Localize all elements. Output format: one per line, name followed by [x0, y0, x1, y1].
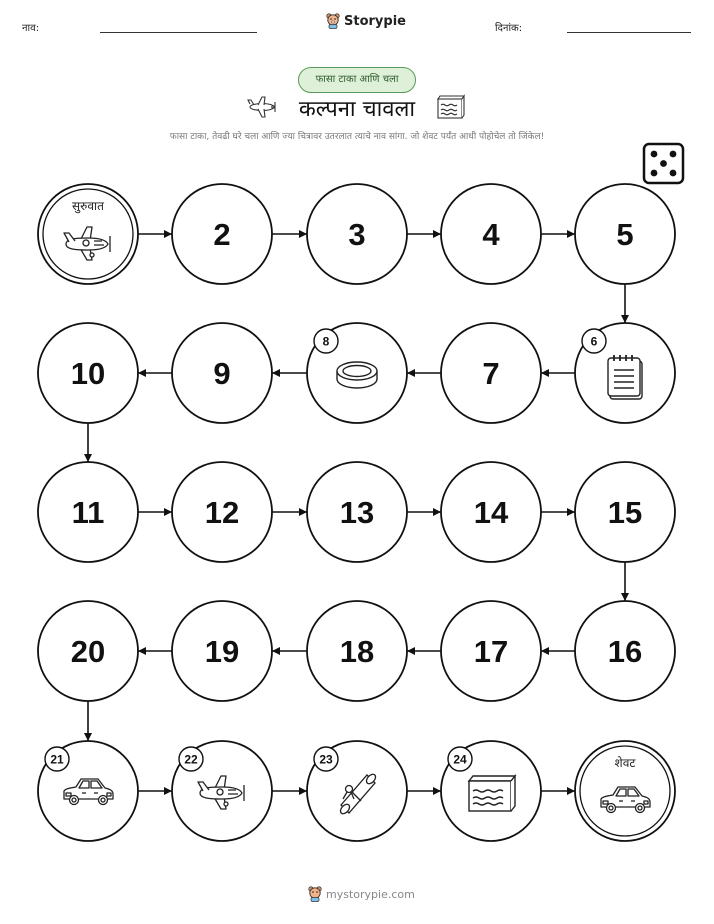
notepad-icon — [608, 355, 642, 399]
space-number: 20 — [70, 634, 106, 669]
path-arrow — [138, 369, 172, 377]
path-arrow — [138, 647, 172, 655]
path-arrow — [407, 508, 441, 516]
space-number: 14 — [473, 495, 509, 530]
space-number: 2 — [213, 217, 231, 252]
board-space-2 — [172, 184, 272, 284]
path-arrow — [541, 508, 575, 516]
space-number: 7 — [482, 356, 500, 391]
space-number-badge — [45, 747, 69, 771]
board-space-12 — [172, 462, 272, 562]
game-instructions: फासा टाका, तेवढी घरे चला आणि ज्या चित्रावर उतरलात त्याचे नाव सांगा. जो शेवट पर्यंत आधी पोहोचेल तो जिंकेल! — [169, 132, 545, 142]
path-arrow — [541, 647, 575, 655]
path-arrow — [407, 369, 441, 377]
path-arrow — [621, 562, 629, 601]
space-number: 3 — [348, 217, 366, 252]
space-number-badge — [448, 747, 472, 771]
svg-text:23: 23 — [319, 752, 333, 767]
space-number-badge — [314, 329, 338, 353]
path-arrow — [138, 508, 172, 516]
space-number-badge — [314, 747, 338, 771]
path-arrow — [84, 701, 92, 741]
path-arrow — [407, 787, 441, 795]
name-label: नाव: — [22, 23, 40, 34]
ring-icon — [337, 362, 377, 388]
board-space-22 — [172, 741, 272, 841]
path-arrow — [272, 787, 307, 795]
path-arrow — [407, 230, 441, 238]
board-space-21 — [38, 741, 138, 841]
board-space-3 — [307, 184, 407, 284]
path-arrow — [138, 230, 172, 238]
space-number: 17 — [473, 634, 509, 669]
brand-name: Storypie — [344, 13, 406, 29]
svg-text:21: 21 — [50, 752, 64, 767]
board-space-6 — [575, 323, 675, 423]
svg-text:22: 22 — [184, 752, 198, 767]
board-space-9 — [172, 323, 272, 423]
svg-text:8: 8 — [322, 334, 330, 349]
path-arrow — [272, 508, 307, 516]
board-space-4 — [441, 184, 541, 284]
end-label: शेवट — [614, 756, 636, 770]
path-arrow — [541, 230, 575, 238]
game-title: कल्पना चावला — [298, 97, 416, 122]
space-number: 5 — [616, 217, 634, 252]
path-arrow — [621, 284, 629, 323]
space-number: 4 — [482, 217, 500, 252]
path-arrow — [84, 423, 92, 462]
footer — [308, 886, 415, 902]
path-arrow — [272, 230, 307, 238]
space-number-badge — [582, 329, 606, 353]
space-number: 16 — [607, 634, 643, 669]
space-number: 15 — [607, 495, 643, 530]
board-space-11 — [38, 462, 138, 562]
water-tank-icon — [469, 776, 515, 811]
board-space-23 — [307, 741, 407, 841]
board-space-17 — [441, 601, 541, 701]
path-arrow — [541, 369, 575, 377]
board-space-18 — [307, 601, 407, 701]
space-number-badge — [179, 747, 203, 771]
path-arrow — [407, 647, 441, 655]
space-number: 13 — [339, 495, 375, 530]
space-number: 10 — [70, 356, 106, 391]
board-space-20 — [38, 601, 138, 701]
board-space-7 — [441, 323, 541, 423]
board-space-25 — [575, 741, 675, 841]
path-arrow — [272, 369, 307, 377]
path-arrow — [138, 787, 172, 795]
space-number: 19 — [204, 634, 240, 669]
board-space-24 — [441, 741, 541, 841]
svg-text:24: 24 — [453, 752, 467, 767]
svg-text:6: 6 — [590, 334, 598, 349]
board-space-14 — [441, 462, 541, 562]
board-space-8 — [307, 323, 407, 423]
board-space-15 — [575, 462, 675, 562]
board-space-19 — [172, 601, 272, 701]
date-label: दिनांक: — [495, 23, 523, 34]
path-arrow — [272, 647, 307, 655]
footer-site: mystorypie.com — [326, 887, 415, 901]
space-number: 11 — [71, 495, 105, 530]
board-space-10 — [38, 323, 138, 423]
board-space-1 — [38, 184, 138, 284]
footer-bear-icon — [308, 886, 322, 902]
space-number: 12 — [204, 495, 240, 530]
start-label: सुरुवात — [72, 199, 104, 213]
space-number: 18 — [339, 634, 375, 669]
board-space-16 — [575, 601, 675, 701]
board-space-13 — [307, 462, 407, 562]
space-number: 9 — [213, 356, 231, 391]
game-type-badge: फासा टाका आणि चला — [298, 67, 416, 93]
board-space-5 — [575, 184, 675, 284]
path-arrow — [541, 787, 575, 795]
